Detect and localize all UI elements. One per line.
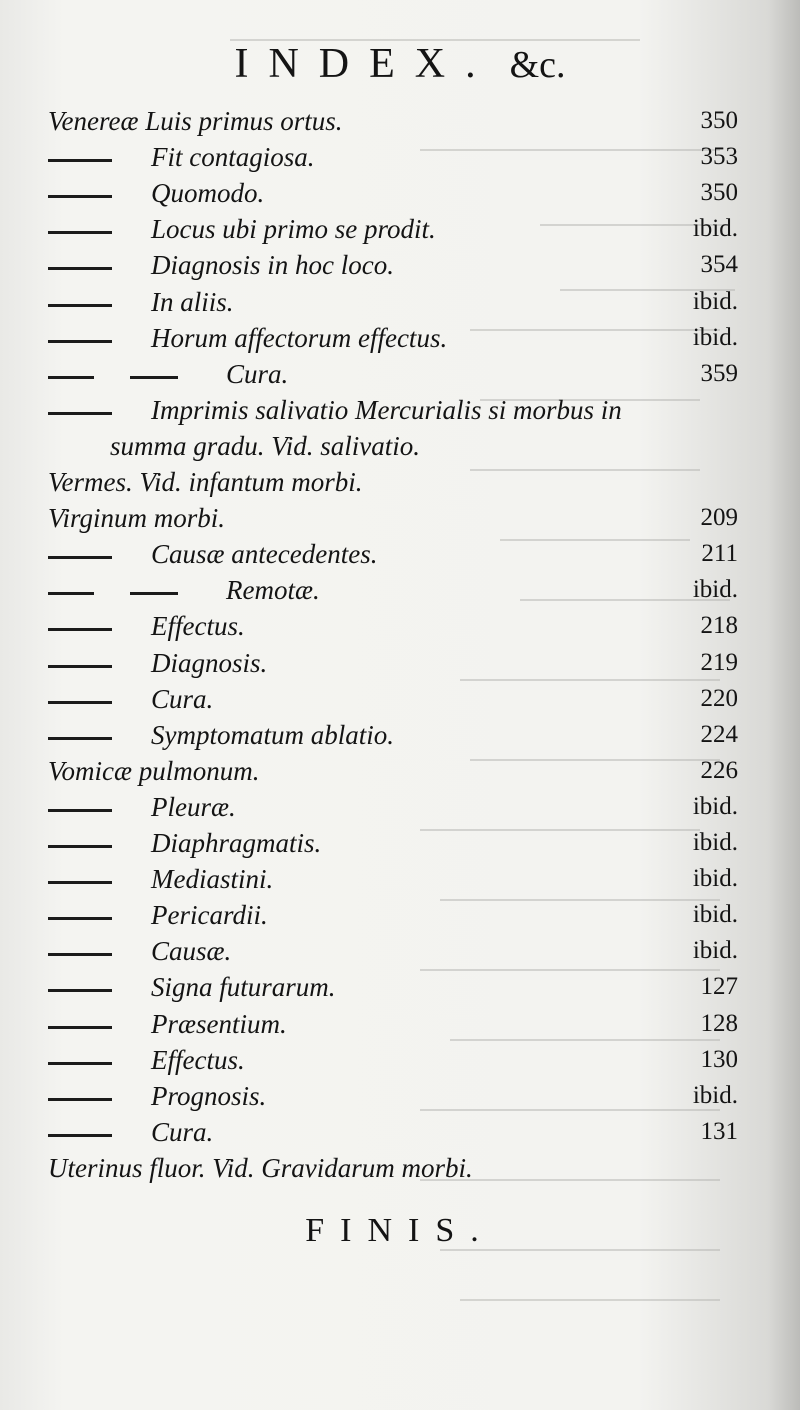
ditto-dash [48,267,112,270]
entry-page-number: 354 [700,251,738,279]
entry-page-number: 131 [700,1117,738,1145]
entry-page-number: 350 [700,179,738,207]
entry-text: In aliis. [151,286,234,317]
index-entry [48,211,738,247]
entry-page-number: 350 [700,107,738,134]
entry-page-number: 209 [700,504,738,532]
index-title: INDEX. [234,41,496,87]
entry-page-number: 130 [700,1045,738,1073]
entry-page-number: ibid. [692,829,738,856]
finis-text: FINIS. [305,1212,495,1249]
ditto-dash [48,1134,112,1137]
entry-text: Diagnosis in hoc loco. [151,250,394,281]
ditto-dash [48,195,112,198]
index-entry [48,897,738,933]
ditto-dash [48,592,94,595]
ditto-dash [48,701,112,704]
ditto-dash [48,917,112,920]
index-entry [48,681,738,717]
entry-page-number: ibid. [692,937,738,965]
entry-page-number: 226 [700,756,738,784]
entry-page-number: 211 [701,540,738,568]
index-entry [48,175,738,211]
index-entry [48,139,738,175]
entry-text: Venereæ Luis primus ortus. [48,106,343,136]
ditto-dash [48,665,112,668]
index-entry [48,536,738,572]
index-entry [48,284,738,320]
entry-text: Virginum morbi. [48,503,226,534]
entry-text: Effectus. [151,611,245,642]
index-entry [48,1150,738,1186]
entry-text: Diaphragmatis. [151,828,322,858]
index-entry [48,717,738,753]
entry-page-number: 224 [700,720,738,748]
entry-text: Pleuræ. [151,791,236,822]
entry-text: Symptomatum ablatio. [151,719,394,750]
index-heading [0,40,800,88]
entry-text: Causæ antecedentes. [151,539,378,570]
index-entry [48,1114,738,1150]
entry-text: Imprimis salivatio Mercurialis si morbus in [151,394,622,425]
index-entry [48,969,738,1005]
entry-page-number: ibid. [692,287,738,315]
index-entry [48,103,738,139]
entry-page-number: ibid. [692,1081,738,1109]
ditto-dash [48,304,112,307]
ditto-dash [48,989,112,992]
index-entry [48,356,738,392]
index-entry [48,1006,738,1042]
entry-text: Horum affectorum effectus. [151,322,448,353]
entry-page-number: 353 [700,143,738,171]
entry-text: Quomodo. [151,178,265,209]
entry-page-number: ibid. [692,576,738,604]
index-entry [48,1078,738,1114]
index-entry [48,789,738,825]
index-entry [48,392,738,428]
entry-text: Prognosis. [151,1080,267,1111]
entry-text: Præsentium. [151,1008,287,1039]
ditto-dash [48,412,112,415]
index-entry [48,825,738,861]
ditto-dash [48,231,112,234]
index-etc: &c. [509,44,566,86]
index-entry [48,464,738,500]
index-entry [48,933,738,969]
entry-page-number: ibid. [692,215,738,243]
entry-text: Signa futurarum. [151,972,336,1003]
ditto-dash [48,845,112,848]
entry-page-number: ibid. [692,792,738,820]
ditto-dash [48,953,112,956]
entry-text: Fit contagiosa. [151,142,315,173]
ditto-dash [130,376,178,379]
entry-text: Diagnosis. [151,647,268,678]
ditto-dash [130,592,178,595]
index-entry [48,645,738,681]
entry-page-number: ibid. [692,901,738,929]
index-entry [48,753,738,789]
index-entry [48,1042,738,1078]
entry-text: Uterinus fluor. Vid. Gravidarum morbi. [48,1152,473,1183]
index-entry [48,428,738,464]
index-entry [48,608,738,644]
ditto-dash [48,1026,112,1029]
ditto-dash [48,376,94,379]
entry-text: Cura. [151,683,214,714]
entry-page-number: 127 [700,973,738,1001]
entry-text: Locus ubi primo se prodit. [151,214,436,245]
index-entry [48,861,738,897]
ditto-dash [48,809,112,812]
entry-text: Vomicæ pulmonum. [48,755,260,786]
entry-text: summa gradu. Vid. salivatio. [110,430,420,461]
entry-text: Pericardii. [151,900,268,931]
ditto-dash [48,881,112,884]
entry-page-number: ibid. [692,323,738,351]
index-entry [48,320,738,356]
entry-text: Cura. [226,358,289,389]
entry-text: Remotæ. [226,575,320,606]
entry-page-number: 218 [700,612,738,640]
ditto-dash [48,556,112,559]
entry-text: Effectus. [151,1044,245,1075]
entry-page-number: 219 [700,648,738,676]
entry-text: Mediastini. [151,864,274,895]
ditto-dash [48,340,112,343]
index-entry [48,572,738,608]
entry-page-number: ibid. [692,865,738,893]
entry-page-number: 220 [700,684,738,712]
ditto-dash [48,737,112,740]
ditto-dash [48,1062,112,1065]
entry-text: Vermes. Vid. infantum morbi. [48,467,363,497]
entry-text: Causæ. [151,936,232,967]
index-entry [48,500,738,536]
ditto-dash [48,628,112,631]
entry-page-number: 359 [700,359,738,387]
index-entry [48,247,738,283]
ditto-dash [48,1098,112,1101]
entry-text: Cura. [151,1116,214,1147]
ditto-dash [48,159,112,162]
entry-page-number: 128 [700,1009,738,1037]
